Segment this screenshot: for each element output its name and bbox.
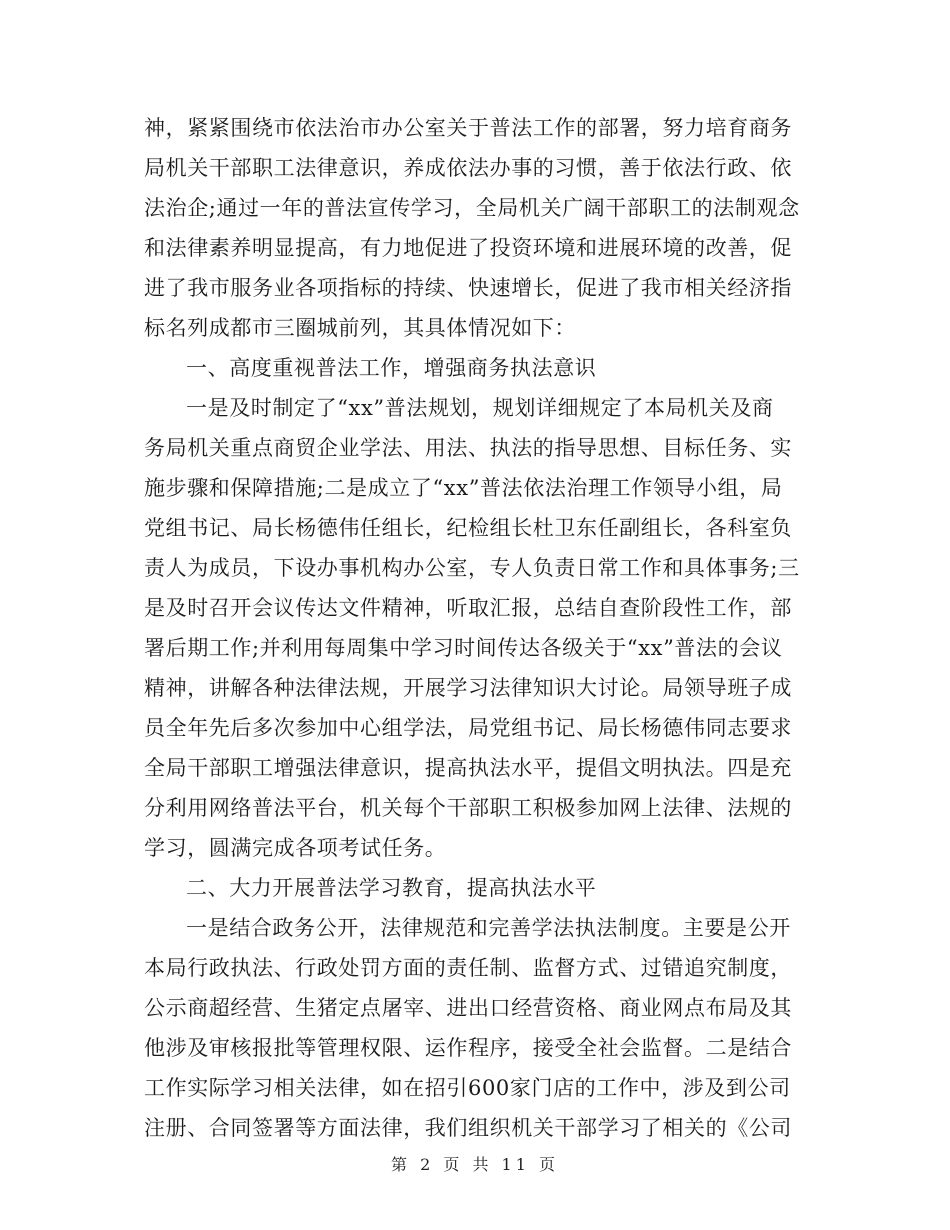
paragraph-first-line: 一是结合政务公开，法律规范和完善学法执法制度。主要是公开 — [186, 916, 791, 940]
body-line: 进了我市服务业各项指标的持续、快速增长，促进了我市相关经济指 — [144, 276, 792, 300]
body-line: 神，紧紧围绕市依法治市办公室关于普法工作的部署，努力培育商务 — [144, 116, 792, 140]
body-line: 本局行政执法、行政处罚方面的责任制、监督方式、过错追究制度， — [144, 956, 792, 980]
document-body — [144, 108, 806, 1148]
section-heading-2: 二、大力开展普法学习教育，提高执法水平 — [186, 876, 597, 900]
body-line: 注册、合同签署等方面法律，我们组织机关干部学习了相关的《公司 — [144, 1116, 792, 1140]
body-line: 局机关干部职工法律意识，养成依法办事的习惯，善于依法行政、依 — [144, 156, 792, 180]
body-line: 施步骤和保障措施;二是成立了“xx”普法依法治理工作领导小组，局 — [144, 476, 783, 500]
body-line: 精神，讲解各种法律法规，开展学习法律知识大讨论。局领导班子成 — [144, 676, 792, 700]
body-line: 责人为成员，下设办事机构办公室，专人负责日常工作和具体事务;三 — [144, 556, 800, 580]
body-line: 务局机关重点商贸企业学法、用法、执法的指导思想、目标任务、实 — [144, 436, 792, 460]
paragraph-first-line: 一是及时制定了“xx”普法规划，规划详细规定了本局机关及商 — [186, 396, 774, 420]
body-line: 法治企;通过一年的普法宣传学习，全局机关广阔干部职工的法制观念 — [144, 196, 800, 220]
body-line: 和法律素养明显提高，有力地促进了投资环境和进展环境的改善，促 — [144, 236, 792, 260]
body-line: 标名列成都市三圈城前列，其具体情况如下： — [144, 316, 576, 340]
body-line: 员全年先后多次参加中心组学法，局党组书记、局长杨德伟同志要求 — [144, 716, 792, 740]
body-line: 全局干部职工增强法律意识，提高执法水平，提倡文明执法。四是充 — [144, 756, 792, 780]
body-line: 分利用网络普法平台，机关每个干部职工积极参加网上法律、法规的 — [144, 796, 792, 820]
body-line: 公示商超经营、生猪定点屠宰、进出口经营资格、商业网点布局及其 — [144, 996, 792, 1020]
section-heading-1: 一、高度重视普法工作，增强商务执法意识 — [186, 356, 597, 380]
body-line: 他涉及审核报批等管理权限、运作程序，接受全社会监督。二是结合 — [144, 1036, 792, 1060]
page-number-footer: 第 2 页 共 11 页 — [391, 1155, 559, 1174]
body-line: 署后期工作;并利用每周集中学习时间传达各级关于“xx”普法的会议 — [144, 636, 783, 660]
body-line: 党组书记、局长杨德伟任组长，纪检组长杜卫东任副组长，各科室负 — [144, 516, 792, 540]
body-line: 是及时召开会议传达文件精神，听取汇报，总结自查阶段性工作，部 — [144, 596, 792, 620]
body-line: 工作实际学习相关法律，如在招引600家门店的工作中，涉及到公司 — [144, 1076, 791, 1100]
body-line: 学习，圆满完成各项考试任务。 — [144, 836, 447, 860]
